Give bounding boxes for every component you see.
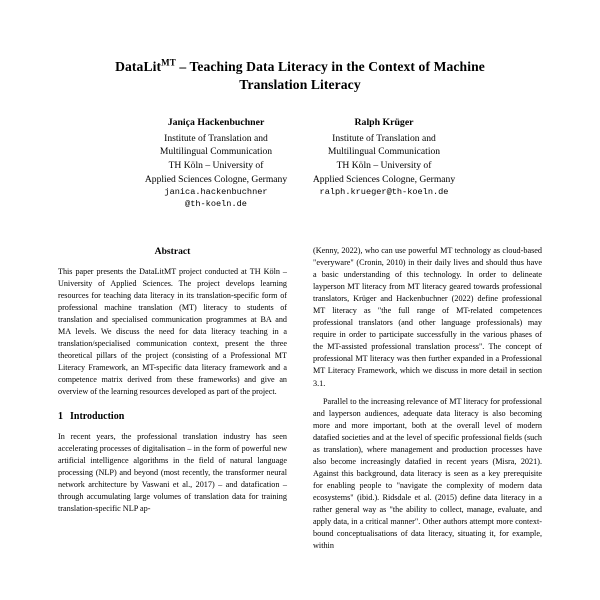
section-heading-introduction bbox=[58, 410, 287, 425]
author-affiliation bbox=[300, 132, 468, 186]
left-column bbox=[58, 245, 287, 552]
author-email[interactable] bbox=[132, 187, 300, 210]
author-name: Janiça Hackenbuchner bbox=[167, 116, 265, 128]
section-title: Introduction bbox=[70, 410, 125, 422]
section-number: 1 bbox=[58, 410, 63, 422]
email-line-2: @th-koeln.de bbox=[185, 198, 247, 209]
right-paragraph-2: Parallel to the increasing relevance of MT literacy for professional and layperson audiences, adequate data literacy is also becoming more and more important, both at the overall level of modern datafied societies and at the level of specific professional fields (such as translation), where management and production processes have also become increasingly datafied in recent years (Misra, 2021). Against this background, data literacy is seen as a key prerequisite for enabling people to "navigate the complexity of modern data ecosystems" (ibid.). Ridsdale et al. (2015) define data literacy in a rather general way as "the ability to collect, manage, evaluate, and apply data, in a critical manner". Other authors attempt more context-bound conceptualisations of data literacy, situating it, for example, within bbox=[313, 396, 542, 551]
affiliation-line: Institute of Translation and bbox=[164, 132, 268, 144]
affiliation-line: Multilingual Communication bbox=[159, 146, 273, 158]
abstract-text: This paper presents the DataLitMT project conducted at TH Köln – University of Applied Sciences. The project develops learning resources for teaching data literacy in its translation-specific form of professional machine translation (MT) literacy to students of translation and specialised communication programmes at BA and MA levels. We discuss the need for data literacy teaching in a translation/specialised communication context, present the three theoretical pillars of the project (consisting of a Professional MT Literacy Framework, an MT-specific data literacy framework and a competence matrix derived from these frameworks) and give an overview of the learning resources developed as part of the project. bbox=[58, 267, 287, 396]
affiliation-line: TH Köln – University of bbox=[168, 160, 264, 171]
affiliation-line: Applied Sciences Cologne, Germany bbox=[312, 173, 456, 185]
affiliation-line: Applied Sciences Cologne, Germany bbox=[144, 173, 288, 185]
author-block-1 bbox=[132, 116, 300, 211]
title-block bbox=[0, 0, 600, 210]
title-superscript: MT bbox=[161, 57, 176, 68]
affiliation-line: Multilingual Communication bbox=[327, 146, 441, 158]
title-line2: Translation Literacy bbox=[239, 76, 361, 92]
intro-paragraph-1: In recent years, the professional translation industry has seen accelerating processes of digitalisation – in the form of powerful new artificial intelligence algorithms in the field of natural language processing (NLP) and beyond (most recently, the transformer neural network architecture by Vaswani et al., 2017) – and datafication – through accumulating large volumes of translation data for training translation-specific NLP ap- bbox=[58, 431, 287, 513]
author-list bbox=[74, 116, 526, 211]
title-line1-rest: – Teaching Data Literacy in the Context of Machine bbox=[175, 59, 485, 74]
right-paragraph-1: (Kenny, 2022), who can use powerful MT technology as cloud-based "everyware" (Cronin, 2010) in their daily lives and should thus have a basic understanding of this technology. In order to delineate layperson MT literacy from MT literacy geared towards professional translators, Krüger and Hackenbuchner (2022) define professional MT literacy as "the full range of MT-related competences professional translators (and other language professionals) may require in order to participate successfully in the various phases of the MT-assisted professional translation process". The concept of professional MT literacy was then further expanded in a Professional MT Literacy Framework, which we discuss in more detail in section 3.1. bbox=[313, 246, 542, 388]
email-line-1: janica.hackenbuchner bbox=[164, 187, 268, 198]
affiliation-line: TH Köln – University of bbox=[336, 160, 432, 171]
page-title bbox=[74, 58, 526, 94]
body-columns bbox=[0, 245, 600, 552]
right-column bbox=[313, 245, 542, 552]
affiliation-line: Institute of Translation and bbox=[332, 132, 436, 144]
email-line-1: ralph.krueger@th-koeln.de bbox=[319, 187, 449, 198]
author-email[interactable] bbox=[300, 187, 468, 199]
abstract-heading: Abstract bbox=[154, 246, 191, 257]
title-line1-prefix: DataLit bbox=[115, 59, 162, 74]
author-block-2 bbox=[300, 116, 468, 211]
author-name: Ralph Krüger bbox=[354, 116, 414, 128]
author-affiliation bbox=[132, 132, 300, 186]
